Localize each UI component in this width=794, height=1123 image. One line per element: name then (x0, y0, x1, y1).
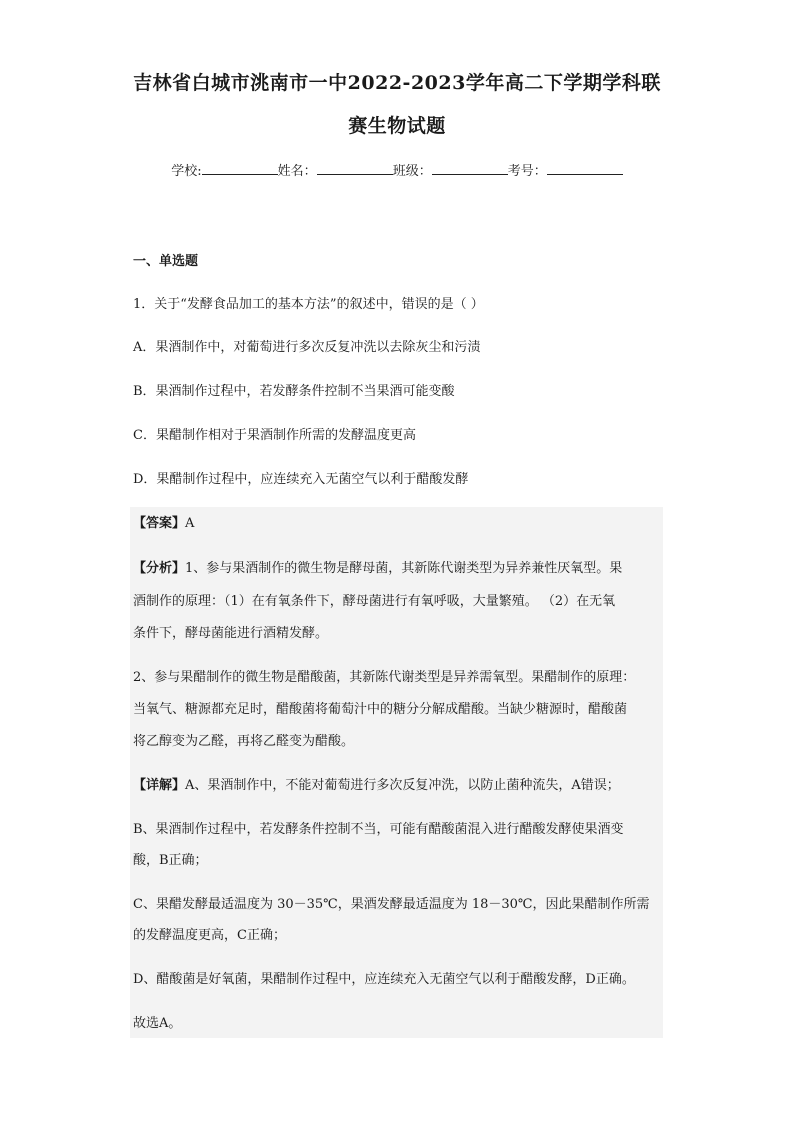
analysis-tag: 【分析】 (133, 561, 186, 576)
analysis-line-5: 当氧气、糖源都充足时，醋酸菌将葡萄汁中的糖分分解成醋酸。当缺少糖源时，醋酸菌 (133, 702, 628, 717)
analysis-line-3: 条件下，酵母菌能进行酒精发酵。 (133, 626, 329, 641)
detail-line-c2: 的发酵温度更高，C正确； (133, 928, 286, 943)
conclusion-line: 故选A。 (133, 1016, 182, 1031)
class-label: 班级： (392, 164, 432, 179)
name-blank[interactable] (317, 162, 393, 175)
detail-line-a (133, 778, 620, 794)
detail-tag: 【详解】 (133, 778, 186, 793)
section-heading: 一、单选题 (133, 254, 199, 269)
question-stem: 1．关于“发酵食品加工的基本方法”的叙述中，错误的是（ ） (133, 297, 484, 312)
school-label: 学校: (171, 164, 202, 179)
detail-line-d: D、醋酸菌是好氧菌，果醋制作过程中，应连续充入无菌空气以利于醋酸发酵，D正确。 (133, 972, 635, 987)
detail-line-b2: 酸，B正确； (133, 853, 208, 868)
school-blank[interactable] (202, 162, 278, 175)
exam-title-line-2: 赛生物试题 (348, 115, 446, 137)
analysis-line-6: 将乙醇变为乙醛，再将乙醛变为醋酸。 (133, 734, 355, 749)
detail-line-b1: B、果酒制作过程中，若发酵条件控制不当，可能有醋酸菌混入进行醋酸发酵使果酒变 (133, 822, 624, 837)
option-c: C．果醋制作相对于果酒制作所需的发酵温度更高 (133, 428, 416, 443)
option-b: B．果酒制作过程中，若发酵条件控制不当果酒可能变酸 (133, 384, 455, 399)
name-label: 姓名： (277, 164, 317, 179)
exam-title-line-1: 吉林省白城市洮南市一中2022-2023学年高二下学期学科联 (133, 72, 661, 94)
analysis-text: 1、参与果酒制作的微生物是酵母菌，其新陈代谢类型为异养兼性厌氧型。果 (185, 561, 623, 576)
analysis-line-1 (133, 561, 622, 577)
analysis-line-2: 酒制作的原理：（1）在有氧条件下，酵母菌进行有氧呼吸，大量繁殖。 （2）在无氧 (133, 594, 616, 609)
detail-a-text: A、果酒制作中，不能对葡萄进行多次反复冲洗，以防止菌种流失，A错误； (185, 778, 620, 793)
class-blank[interactable] (432, 162, 508, 175)
id-blank[interactable] (547, 162, 623, 175)
id-label: 考号： (507, 164, 547, 179)
answer-value: A (185, 516, 195, 531)
detail-line-c1: C、果醋发酵最适温度为 30－35℃，果酒发酵最适温度为 18－30℃，因此果醋制作所需 (133, 897, 650, 912)
option-d: D．果醋制作过程中，应连续充入无菌空气以利于醋酸发酵 (133, 472, 469, 487)
student-info-row (0, 160, 794, 179)
option-a: A．果酒制作中，对葡萄进行多次反复冲洗以去除灰尘和污渍 (133, 340, 481, 355)
answer-panel (130, 507, 663, 1038)
answer-tag: 【答案】 (133, 516, 186, 531)
analysis-line-4: 2、参与果醋制作的微生物是醋酸菌，其新陈代谢类型是异养需氧型。果醋制作的原理： (133, 670, 636, 685)
answer-line (133, 516, 194, 532)
